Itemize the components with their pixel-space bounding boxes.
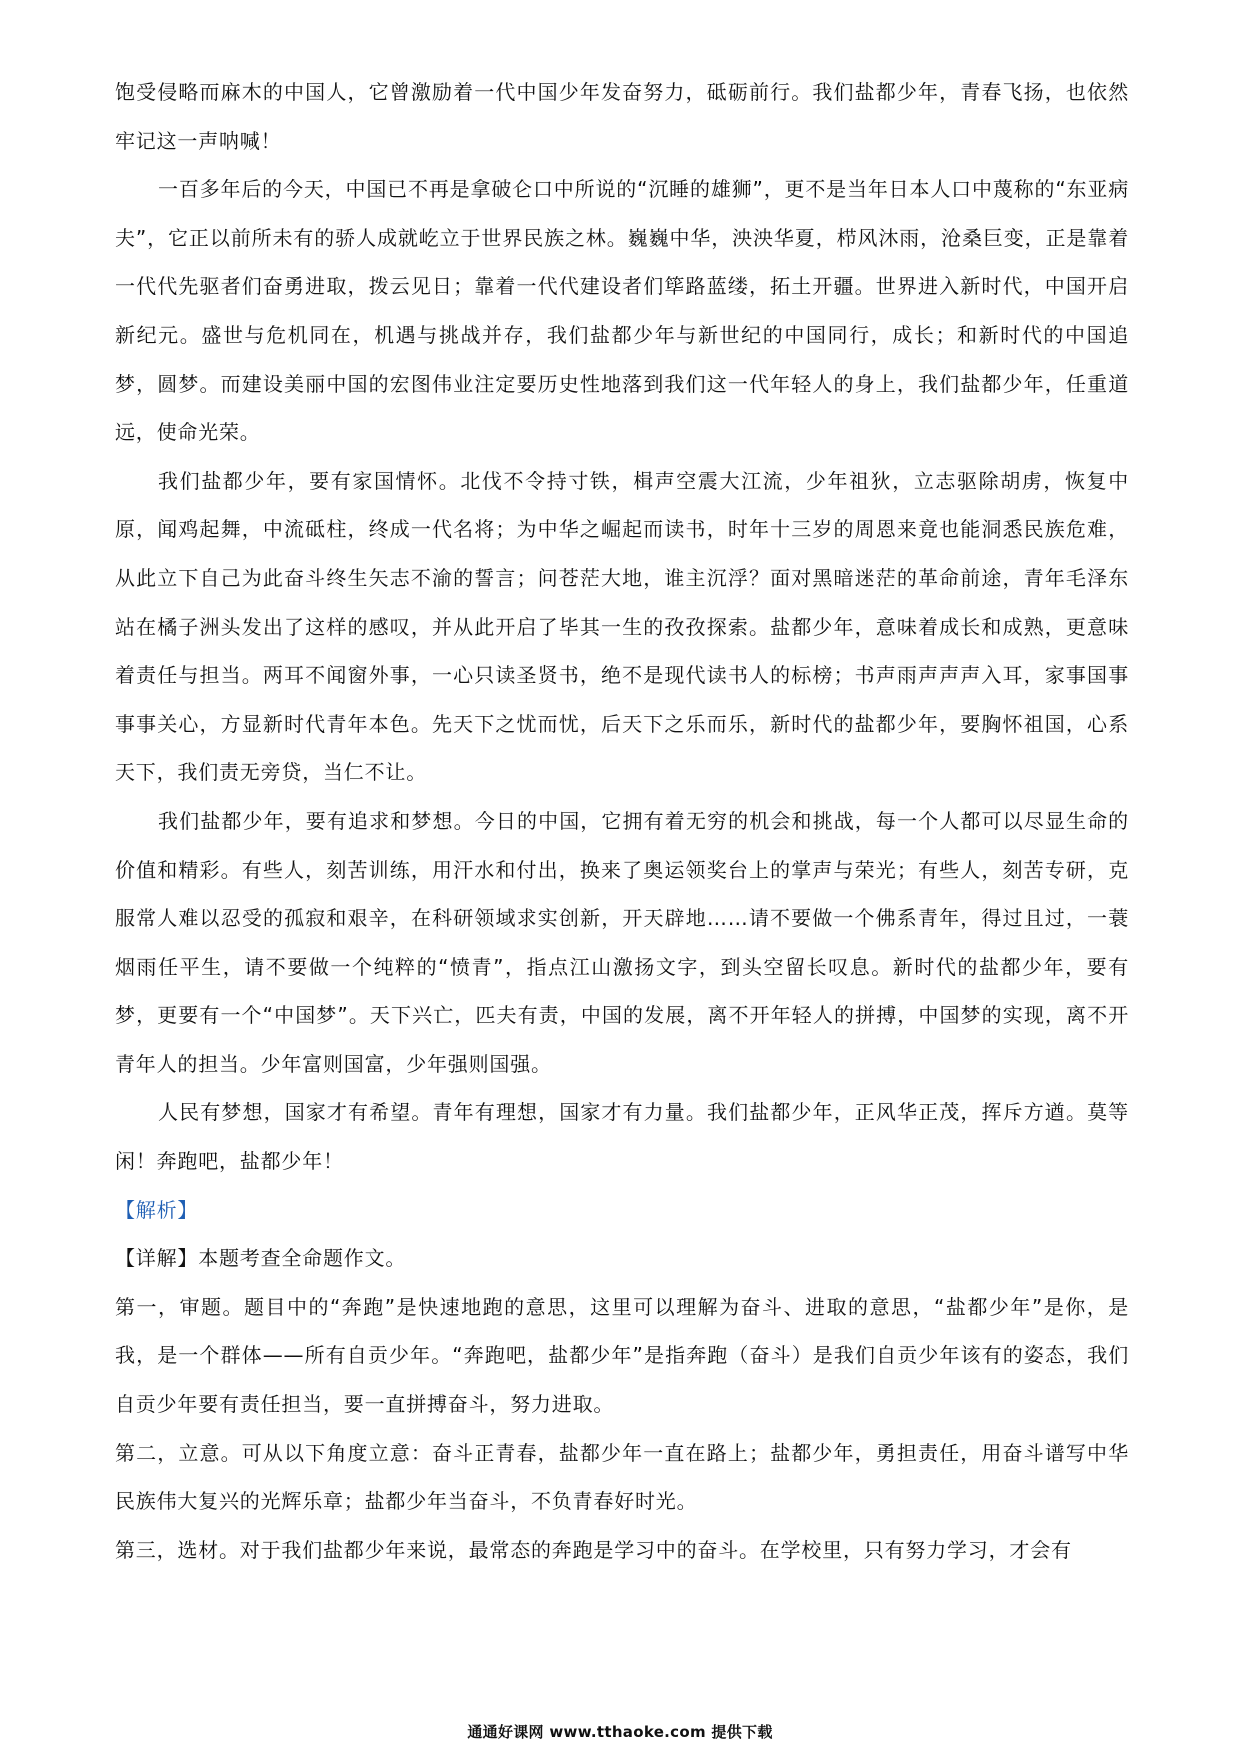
page-content: [115, 68, 1129, 1574]
essay-paragraph: 我们盐都少年，要有追求和梦想。今日的中国，它拥有着无穷的机会和挑战，每一个人都可以尽显生命的价值和精彩。有些人，刻苦训练，用汗水和付出，换来了奥运领奖台上的掌声与荣光；有些人，刻苦专研，克服常人难以忍受的孤寂和艰辛，在科研领域求实创新，开天辟地……请不要做一个佛系青年，得过且过，一蓑烟雨任平生，请不要做一个纯粹的“愤青”，指点江山激扬文字，到头空留长叹息。新时代的盐都少年，要有梦，更要有一个“中国梦”。天下兴亡，匹夫有责，中国的发展，离不开年轻人的拼搏，中国梦的实现，离不开青年人的担当。少年富则国富，少年强则国强。: [115, 808, 1129, 1076]
analysis-detail: 【详解】本题考查全命题作文。: [115, 1246, 407, 1271]
essay-paragraph: 人民有梦想，国家才有希望。青年有理想，国家才有力量。我们盐都少年，正风华正茂，挥斥方遒。莫等闲！奔跑吧，盐都少年！: [115, 1100, 1129, 1174]
analysis-point-review: 第一，审题。题目中的“奔跑”是快速地跑的意思，这里可以理解为奋斗、进取的意思，“盐都少年”是你，是我，是一个群体——所有自贡少年。“奔跑吧，盐都少年”是指奔跑（奋斗）是我们自贡少年该有的姿态，我们自贡少年要有责任担当，要一直拼搏奋斗，努力进取。: [115, 1294, 1129, 1417]
analysis-point-theme: 第二，立意。可从以下角度立意：奋斗正青春，盐都少年一直在路上；盐都少年，勇担责任，用奋斗谱写中华民族伟大复兴的光辉乐章；盐都少年当奋斗，不负青春好时光。: [115, 1440, 1129, 1514]
analysis-point-material: 第三，选材。对于我们盐都少年来说，最常态的奔跑是学习中的奋斗。在学校里，只有努力学习，才会有: [115, 1537, 1072, 1562]
essay-paragraph-continued: 饱受侵略而麻木的中国人，它曾激励着一代中国少年发奋努力，砥砺前行。我们盐都少年，青春飞扬，也依然牢记这一声呐喊！: [115, 80, 1129, 153]
page-footer: 通通好课网 www.tthaoke.com 提供下载: [467, 1723, 773, 1741]
essay-paragraph: 一百多年后的今天，中国已不再是拿破仑口中所说的“沉睡的雄狮”，更不是当年日本人口中蔑称的“东亚病夫”，它正以前所未有的骄人成就屹立于世界民族之林。巍巍中华，泱泱华夏，栉风沐雨，沧桑巨变，正是靠着一代代先驱者们奋勇进取，拨云见日；靠着一代代建设者们筚路蓝缕，拓土开疆。世界进入新时代，中国开启新纪元。盛世与危机同在，机遇与挑战并存，我们盐都少年与新世纪的中国同行，成长；和新时代的中国追梦，圆梦。而建设美丽中国的宏图伟业注定要历史性地落到我们这一代年轻人的身上，我们盐都少年，任重道远，使命光荣。: [115, 177, 1129, 445]
analysis-heading: 【解析】: [115, 1197, 199, 1222]
essay-paragraph: 我们盐都少年，要有家国情怀。北伐不令持寸铁，楫声空震大江流，少年祖狄，立志驱除胡虏，恢复中原，闻鸡起舞，中流砥柱，终成一代名将；为中华之崛起而读书，时年十三岁的周恩来竟也能洞悉民族危难，从此立下自己为此奋斗终生矢志不渝的誓言；问苍茫大地，谁主沉浮？面对黑暗迷茫的革命前途，青年毛泽东站在橘子洲头发出了这样的感叹，并从此开启了毕其一生的孜孜探索。盐都少年，意味着成长和成熟，更意味着责任与担当。两耳不闻窗外事，一心只读圣贤书，绝不是现代读书人的标榜；书声雨声声声入耳，家事国事事事关心，方显新时代青年本色。先天下之忧而忧，后天下之乐而乐，新时代的盐都少年，要胸怀祖国，心系天下，我们责无旁贷，当仁不让。: [115, 468, 1129, 785]
